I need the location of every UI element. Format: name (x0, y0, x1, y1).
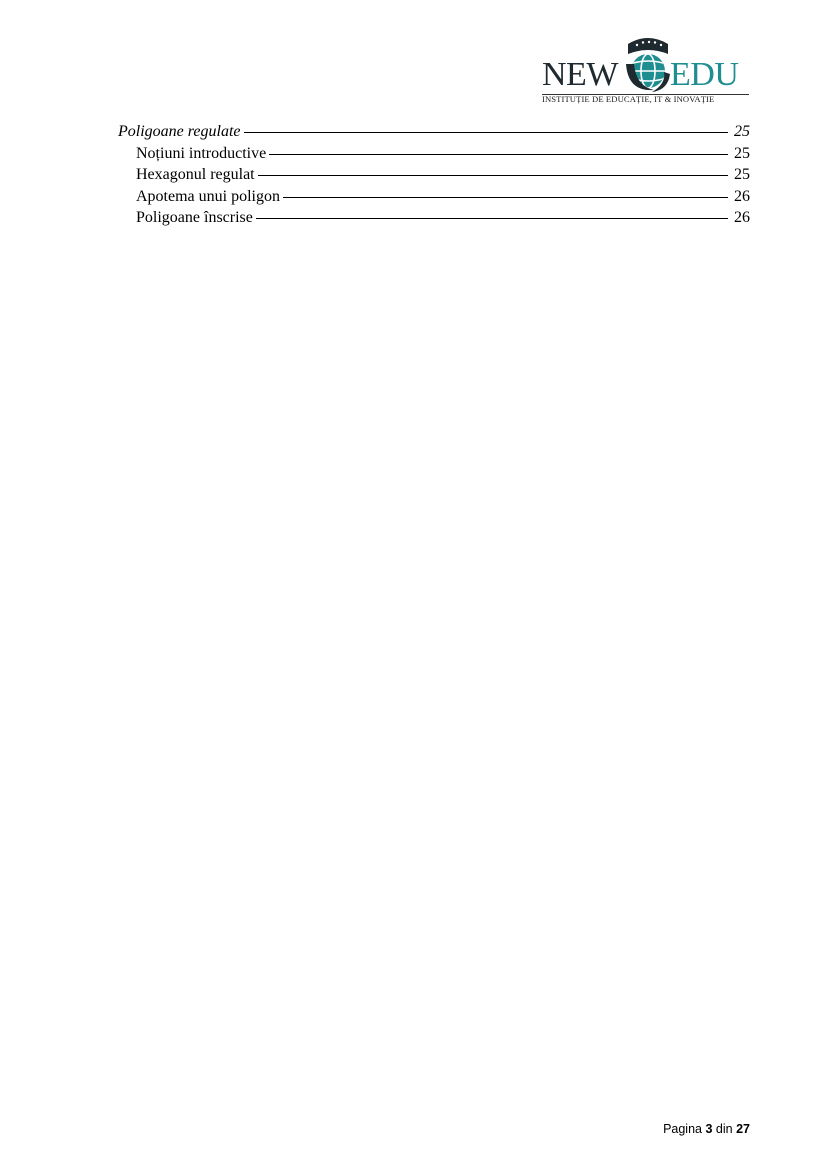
footer-current-page: 3 (705, 1122, 713, 1136)
logo-word-edu: EDU (670, 56, 739, 93)
footer-label: Pagina (663, 1122, 702, 1136)
toc-leader-line (258, 175, 728, 176)
toc-leader-line (256, 218, 728, 219)
toc-entry-poligoane-regulate[interactable] (118, 121, 750, 143)
toc-entry-page: 26 (734, 209, 750, 226)
toc-entry-title: Poligoane înscrise (136, 209, 253, 226)
toc-entry-page: 25 (734, 144, 750, 162)
toc-entry-poligoane-inscrise[interactable] (118, 207, 750, 229)
toc-entry-apotema-unui-poligon[interactable] (118, 186, 750, 208)
toc-entry-title: Hexagonul regulat (136, 166, 255, 183)
toc-entry-page: 25 (734, 123, 750, 140)
toc-entry-hexagonul-regulat[interactable] (118, 164, 750, 186)
toc-entry-title: Apotema unui poligon (136, 187, 280, 205)
logo-tagline: INSTITUȚIE DE EDUCAȚIE, IT & INOVAȚIE (542, 94, 715, 104)
globe-shield-icon (624, 34, 672, 96)
toc-leader-line (283, 197, 728, 198)
toc-leader-line (269, 154, 728, 155)
footer-separator: din (715, 1122, 733, 1136)
toc-entry-page: 26 (734, 187, 750, 205)
toc-entry-title: Poligoane regulate (118, 123, 241, 140)
newedu-logo (540, 28, 750, 106)
logo-word-new: NEW (542, 56, 618, 93)
toc-leader-line (244, 132, 729, 133)
logo-wordmark (540, 58, 750, 92)
toc-entry-title: Noțiuni introductive (136, 144, 267, 162)
toc-entry-page: 25 (734, 166, 750, 183)
toc-entry-notiuni-introductive[interactable] (118, 143, 750, 165)
footer-total-pages: 27 (736, 1122, 750, 1136)
page-number-footer (663, 1122, 750, 1136)
table-of-contents (118, 121, 750, 229)
